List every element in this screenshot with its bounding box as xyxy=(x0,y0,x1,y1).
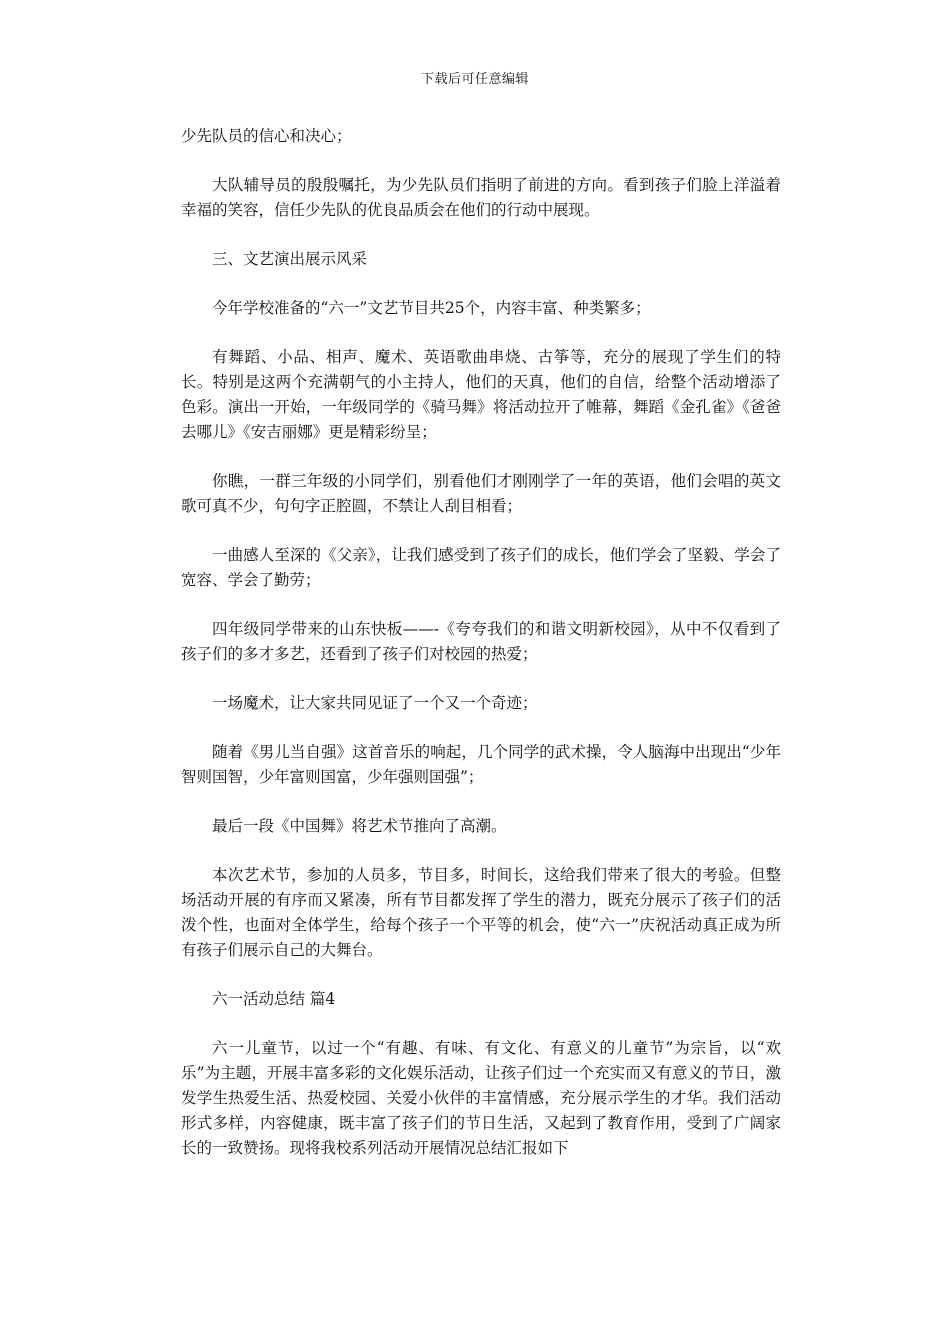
paragraph-9: 一场魔术，让大家共同见证了一个又一个奇迹； xyxy=(212,694,538,712)
paragraph-12: 本次艺术节，参加的人员多，节目多，时间长，这给我们带来了很大的考验。但整场活动开展的有序而又紧凑，所有节目都发挥了学生的潜力，既充分展示了孩子们的活泼个性，也面对全体学生，给每个孩子一个平等的机会，使“六一”庆祝活动真正成为所有孩子们展示自己的大舞台。 xyxy=(181,866,781,959)
section-heading-3: 三、文艺演出展示风采 xyxy=(212,250,368,268)
paragraph-14: 六一儿童节，以过一个“有趣、有味、有文化、有意义的儿童节”为宗旨，以“欢乐”为主题，开展丰富多彩的文化娱乐活动，让孩子们过一个充实而又有意义的节日，激发学生热爱生活、热爱校园、关爱小伙伴的丰富情感，充分展示学生的才华。我们活动形式多样，内容健康，既丰富了孩子们的节日生活，又起到了教育作用，受到了广阔家长的一致赞扬。现将我校系列活动开展情况总结汇报如下 xyxy=(181,1039,781,1157)
paragraph-4: 今年学校准备的“六一”文艺节目共25个，内容丰富、种类繁多； xyxy=(212,299,651,317)
paragraph-5: 有舞蹈、小品、相声、魔术、英语歌曲串烧、古筝等，充分的展现了学生们的特长。特别是这两个充满朝气的小主持人，他们的天真，他们的自信，给整个活动增添了色彩。演出一开始，一年级同学的《骑马舞》将活动拉开了帷幕，舞蹈《金孔雀》《爸爸去哪儿》《安吉丽娜》更是精彩纷呈； xyxy=(181,348,781,441)
paragraph-1: 少先队员的信心和决心； xyxy=(181,127,352,145)
paragraph-2: 大队辅导员的殷殷嘱托，为少先队员们指明了前进的方向。看到孩子们脸上洋溢着幸福的笑容，信任少先队的优良品质会在他们的行动中展现。 xyxy=(181,176,781,219)
document-body xyxy=(181,124,781,1185)
paragraph-11: 最后一段《中国舞》将艺术节推向了高潮。 xyxy=(212,817,507,835)
paragraph-10: 随着《男儿当自强》这首音乐的响起，几个同学的武术操，令人脑海中出现出“少年智则国智，少年富则国富，少年强则国强”； xyxy=(181,743,781,786)
section-heading-13: 六一活动总结 篇4 xyxy=(212,990,336,1008)
paragraph-8: 四年级同学带来的山东快板——-《夸夸我们的和谐文明新校园》，从中不仅看到了孩子们的多才多艺，还看到了孩子们对校园的热爱； xyxy=(181,620,781,663)
paragraph-6: 你瞧，一群三年级的小同学们，别看他们才刚刚学了一年的英语，他们会唱的英文歌可真不少，句句字正腔圆，不禁让人刮目相看； xyxy=(181,472,781,515)
paragraph-7: 一曲感人至深的《父亲》，让我们感受到了孩子们的成长，他们学会了坚毅、学会了宽容、学会了勤劳； xyxy=(181,546,781,589)
download-note-header: 下载后可任意编辑 xyxy=(420,72,529,87)
